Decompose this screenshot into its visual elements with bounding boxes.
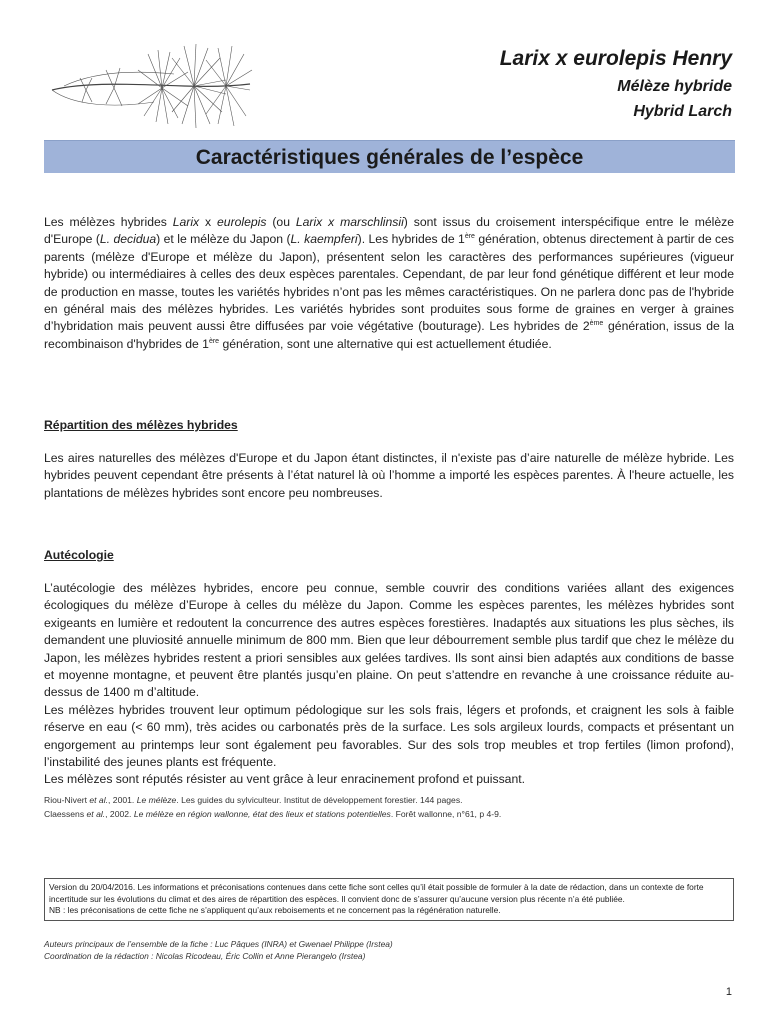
repartition-heading: Répartition des mélèzes hybrides xyxy=(44,418,238,432)
intro-paragraph: Les mélèzes hybrides Larix x eurolepis (ou Larix x marschlinsii) sont issus du croisement interspécifique entre le mélèze d'Europe (L. decidua) et le mélèze du Japon (L. kaempferi). Les hybrides de 1ère génération, obtenus directement à partir de ces parents (mélèze d'Europe et mélèze du Japon), présentent selon les caractères des performances supérieures (vigueur hybride) ou intermédiaires à celles des deux espèces parentales. Cependant, de par leur fond génétique différent et leur mode de production en masse, toutes les variétés hybrides n’ont pas les mêmes caractéristiques. On ne parlera donc pas de l'hybride en général mais des mélèzes hybrides. Les variétés hybrides sont produites sous forme de graines en verger à graines d’hybridation mais peuvent aussi être diffusées par voie végétative (bouturage). Les hybrides de 2ème génération, issus de la recombinaison d'hybrides de 1ère génération, sont une alternative qui est actuellement étudiée. xyxy=(44,215,735,351)
french-name: Mélèze hybride xyxy=(617,78,732,95)
reference-item: Claessens et al., 2002. Le mélèze en région wallonne, état des lieux et stations potentielles. Forêt wallonne, n°61, p 4-9. xyxy=(44,808,502,819)
reference-item: Riou-Nivert et al., 2001. Le mélèze. Les guides du sylviculteur. Institut de développement forestier. 144 pages. xyxy=(44,795,463,805)
version-note-box: Version du 20/04/2016. Les informations et préconisations contenues dans cette fiche sont celles qu’il était possible de formuler à la date de rédaction, dans un contexte de forte incertitude sur les évolutions du climat et des aires de répartition des espèces. Il convient donc de s’assurer qu’aucune version plus récente n’a été publiée. NB : les préconisations de cette fiche ne s’appliquent qu’aux reboisements et ne concernent pas la régénération naturelle. xyxy=(44,878,734,921)
species-title-block xyxy=(500,44,732,124)
scientific-name: Larix x eurolepis Henry xyxy=(499,47,732,70)
larch-branch-icon xyxy=(44,36,256,136)
english-name: Hybrid Larch xyxy=(633,103,732,120)
autecologie-heading: Autécologie xyxy=(44,548,114,562)
repartition-paragraph: Les aires naturelles des mélèzes d'Europe et du Japon étant distinctes, il n'existe pas d’aire naturelle de mélèze hybride. Les hybrides peuvent cependant être présents à l’état naturel là où l’homme a importé les espèces parentes. À l'heure actuelle, les plantations de mélèzes hybrides sont encore peu nombreuses. xyxy=(44,451,734,500)
references xyxy=(44,794,734,821)
authors-credits: Auteurs principaux de l’ensemble de la fiche : Luc Pâques (INRA) et Gwenael Philippe (Irstea) Coordination de la rédaction : Nicolas Ricodeau, Éric Collin et Anne Pierangelo (Irstea) xyxy=(44,939,393,961)
page-number: 1 xyxy=(725,986,732,998)
section-banner: Caractéristiques générales de l’espèce xyxy=(44,140,735,173)
autecologie-paragraph: L’autécologie des mélèzes hybrides, encore peu connue, semble couvrir des conditions variées allant des exigences écologiques du mélèze d’Europe à celles du mélèze du Japon. Comme les espèces parentes, les mélèzes hybrides sont exigeants en lumière et redoutent la concurrence des autres espèces forestières. Inadaptés aux situations les plus sèches, ils demandent une pluviosité annuelle minimum de 800 mm. Bien que leur débourrement semble plus tardif que chez le mélèze du Japon, les mélèzes hybrides restent a priori sensibles aux gelées tardives. Ils sont ainsi bien adaptés aux conditions de basse et moyenne montagne, et peuvent être plantés jusqu’en plaine. On peut s’attendre en revanche à une croissance réduite au-dessus de 1400 m d’altitude. Les mélèzes hybrides trouvent leur optimum pédologique sur les sols frais, légers et profonds, et craignent les sols à faible réserve en eau (< 60 mm), très acides ou carbonatés près de la surface. Les sols argileux lourds, compacts et présentant un engorgement au printemps leur sont également peu favorables. Sur des sols trop meubles et trop fertiles (limon profond), l’instabilité des jeunes plants est fréquente. Les mélèzes sont réputés résister au vent grâce à leur enracinement profond et puissant. xyxy=(44,581,734,787)
